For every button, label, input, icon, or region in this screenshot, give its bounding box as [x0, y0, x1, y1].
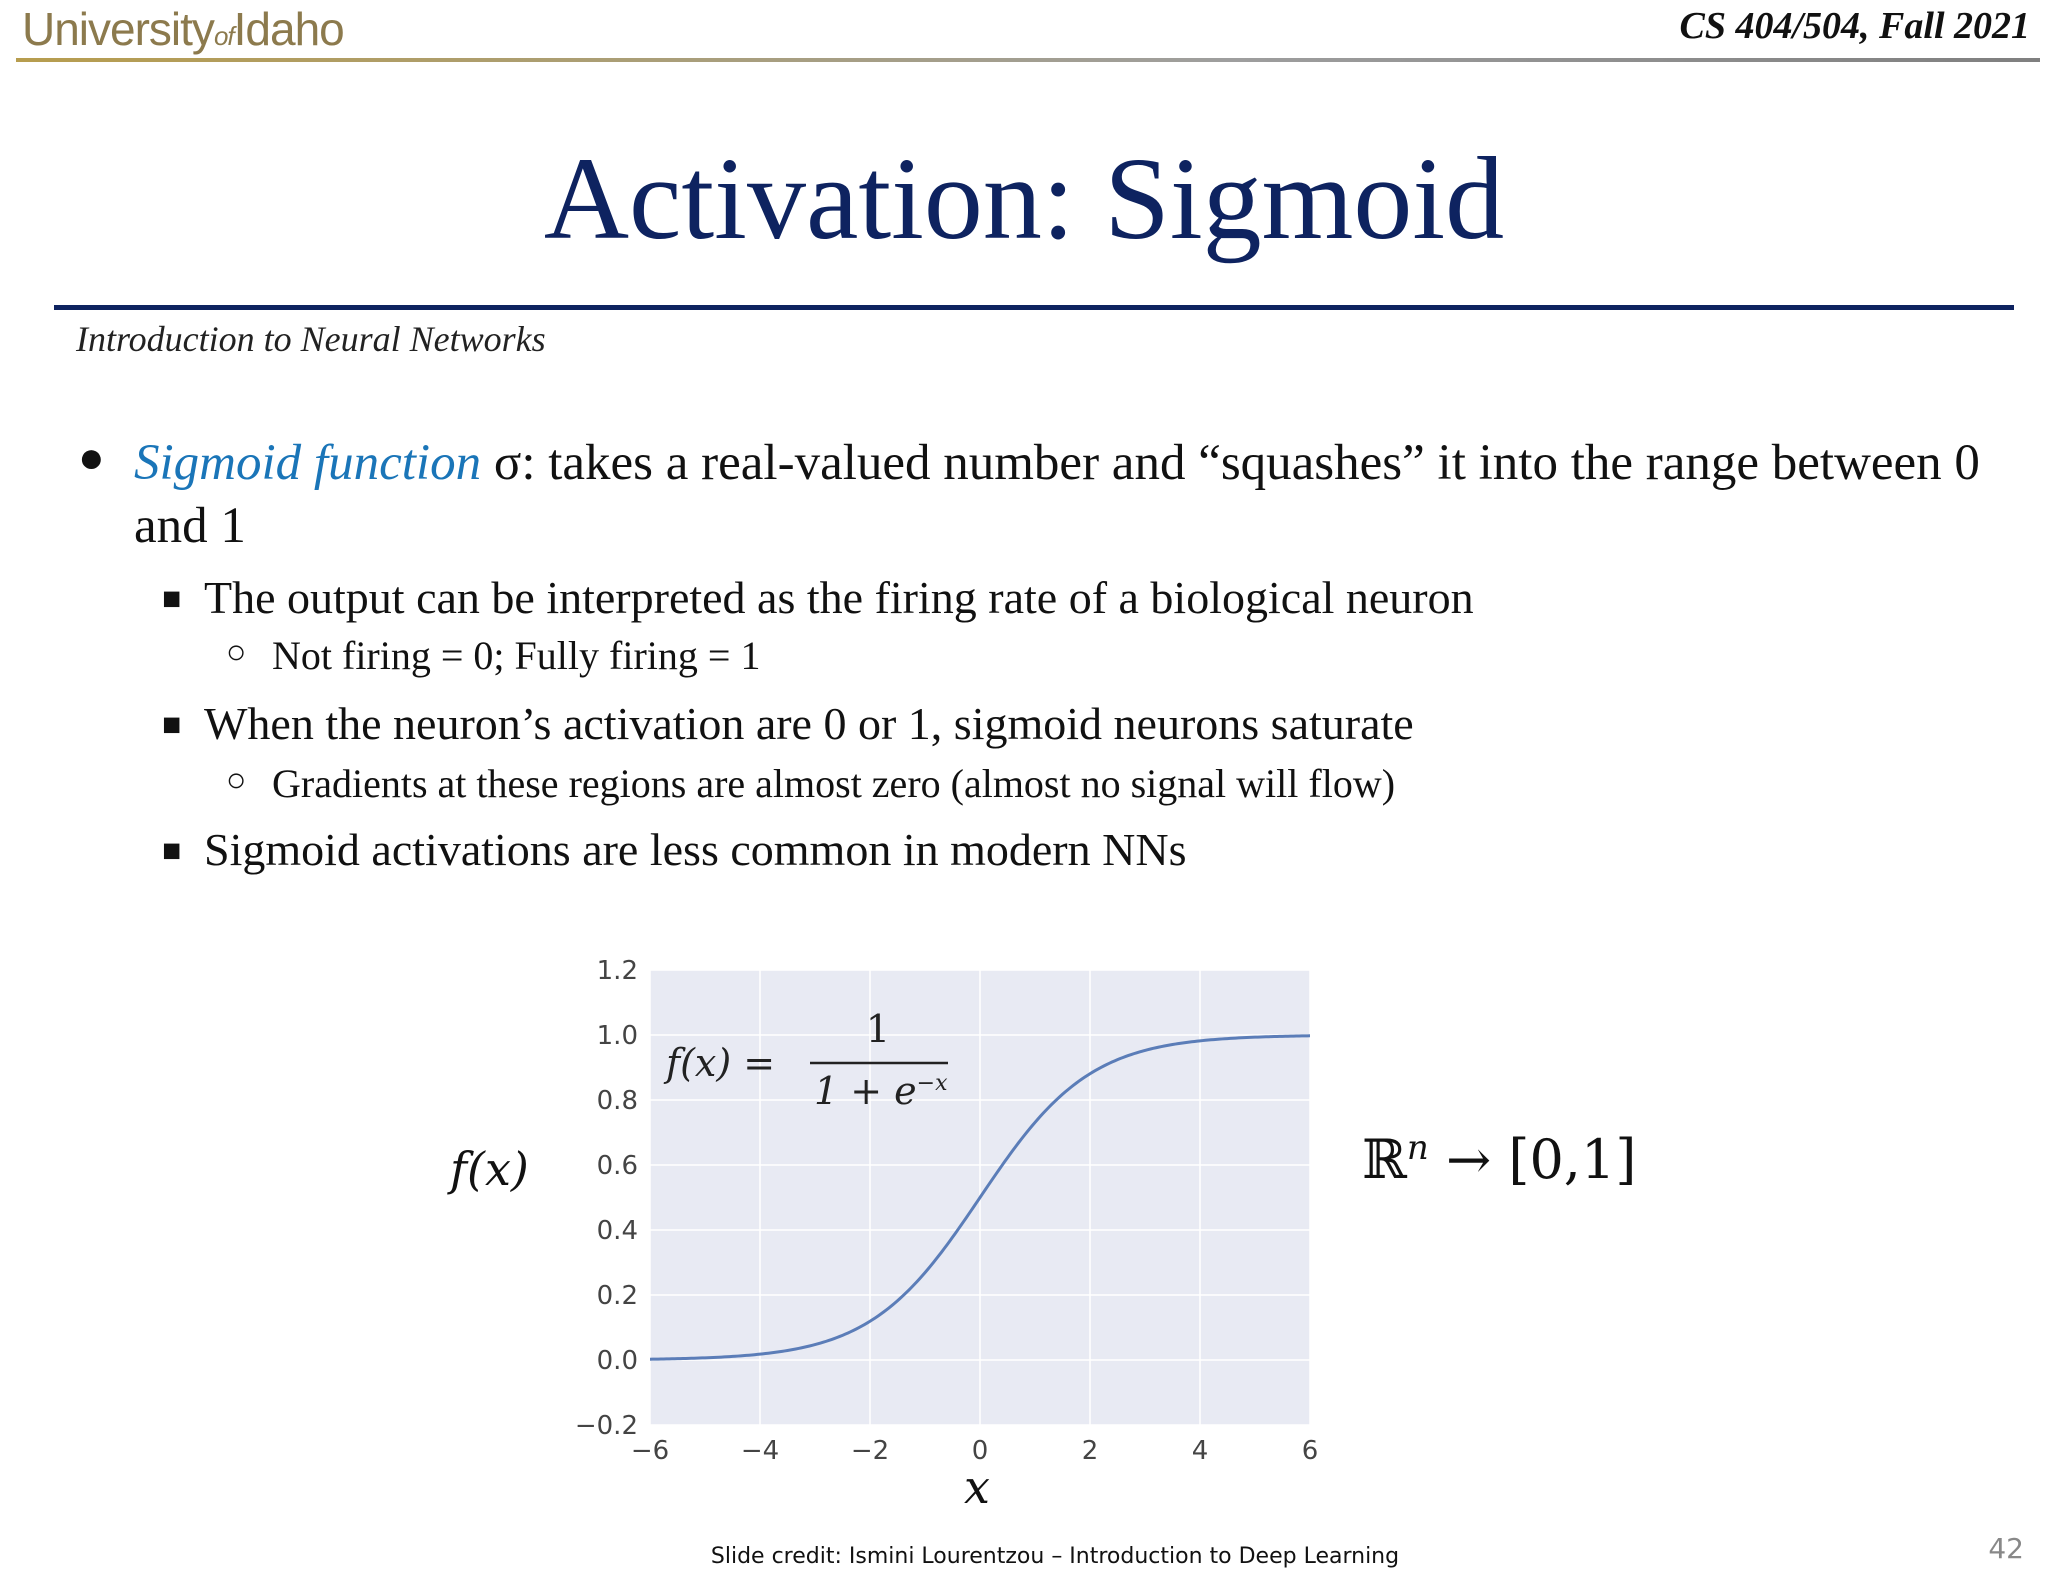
slide-title: Activation: Sigmoid — [543, 133, 1505, 264]
bullet-dot-icon: ● — [78, 433, 105, 482]
y-tick-label: −0.2 — [574, 1411, 638, 1441]
formula-lhs: f(x) = — [666, 1041, 776, 1085]
bullet-sub-1-detail: Not firing = 0; Fully firing = 1 — [272, 633, 761, 678]
x-axis-label: x — [964, 1460, 990, 1514]
y-tick-label: 1.0 — [596, 1021, 638, 1051]
bullet-circle-icon: ○ — [226, 762, 247, 799]
y-tick-label: 0.8 — [596, 1086, 638, 1116]
y-tick-label: 1.2 — [596, 956, 638, 986]
y-tick-label: 0.0 — [596, 1346, 638, 1376]
y-tick-label: 0.2 — [596, 1281, 638, 1311]
x-tick-label: 6 — [1301, 1436, 1319, 1466]
university-logo: UniversityofIdaho — [22, 3, 344, 55]
highlight-term: Sigmoid function — [134, 435, 482, 491]
y-axis-label: f(x) — [450, 1142, 529, 1196]
x-tick-label: 4 — [1191, 1436, 1209, 1466]
y-tick-label: 0.4 — [596, 1216, 638, 1246]
course-label: CS 404/504, Fall 2021 — [1679, 5, 2030, 47]
y-tick-label: 0.6 — [596, 1151, 638, 1181]
bullet-square-icon: ■ — [162, 832, 182, 868]
x-tick-label: −6 — [630, 1436, 670, 1466]
page-number: 42 — [1988, 1532, 2024, 1565]
bullet-square-icon: ■ — [162, 580, 182, 616]
x-tick-label: −4 — [740, 1436, 780, 1466]
bullet-square-icon: ■ — [162, 706, 182, 742]
x-tick-label: −2 — [850, 1436, 890, 1466]
sigmoid-chart — [540, 930, 1340, 1470]
bullet-circle-icon: ○ — [226, 634, 247, 671]
title-divider — [54, 305, 2014, 310]
bullet-sub-1: The output can be interpreted as the firing rate of a biological neuron — [204, 572, 1474, 623]
slide-credit: Slide credit: Ismini Lourentzou – Introduction to Deep Learning — [710, 1544, 1400, 1569]
bullet-main: Sigmoid function σ: takes a real-valued number and “squashes” it into the range between 0 and 1 — [134, 435, 1980, 554]
slide-subtitle: Introduction to Neural Networks — [76, 319, 546, 359]
range-mapping: ℝ$^n$ → [0,1] — [1362, 1128, 1637, 1191]
bullet-sub-2-detail: Gradients at these regions are almost zero (almost no signal will flow) — [272, 761, 1396, 806]
header-divider — [16, 58, 2040, 62]
formula-denominator: $1 + e^{-x}$ — [814, 1069, 948, 1113]
x-tick-label: 2 — [1081, 1436, 1099, 1466]
x-tick-label: 0 — [971, 1436, 989, 1466]
formula-numerator: 1 — [865, 1007, 891, 1051]
bullet-sub-2: When the neuron’s activation are 0 or 1, sigmoid neurons saturate — [204, 698, 1414, 749]
bullet-sub-3: Sigmoid activations are less common in modern NNs — [204, 824, 1187, 875]
